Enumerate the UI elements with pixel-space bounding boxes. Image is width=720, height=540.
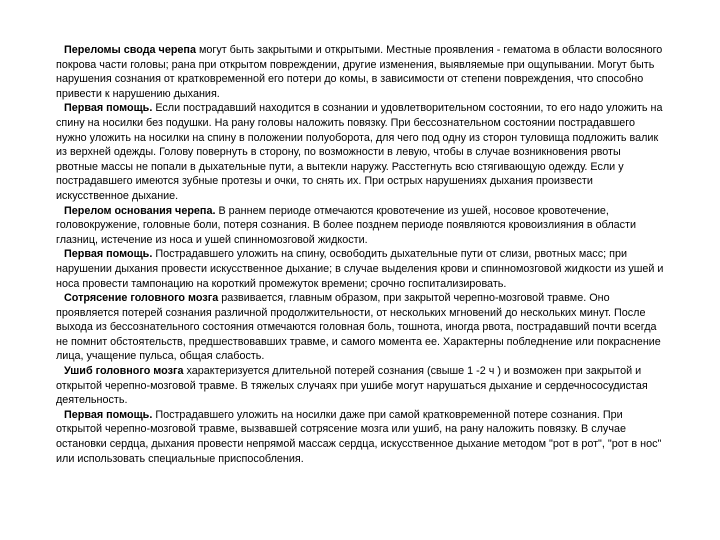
paragraph-first-aid-skull-vault xyxy=(56,101,664,203)
paragraph-heading: Перелом основания черепа. xyxy=(64,204,216,217)
paragraph-heading: Первая помощь. xyxy=(64,102,153,115)
paragraph-text: Если пострадавший находится в сознании и удовлетворительном состоянии, то его надо уложить на спину на носилки без подушки. На рану головы наложить повязку. При бессознательном состоянии пострадавшего нужно уложить на носилки на спину в положении полуоборота, для чего под одну из сторон туловища подложить валик из верхней одежды. Голову повернуть в сторону, по возможности в левую, чтобы в случае возникновения рвоты рвотные массы не попали в дыхательные пути, а вытекли наружу. Расстегнуть всю стягивающую одежду. Если у пострадавшего имеются зубные протезы и очки, то снять их. При острых нарушениях дыхания произвести искусственное дыхание. xyxy=(56,102,663,202)
paragraph-skull-base-fracture xyxy=(56,204,664,248)
paragraph-skull-vault-fractures xyxy=(56,43,664,101)
paragraph-heading: Переломы свода черепа xyxy=(64,44,196,56)
paragraph-heading: Первая помощь. xyxy=(64,408,153,421)
paragraph-concussion xyxy=(56,291,664,364)
paragraph-brain-contusion xyxy=(56,364,664,408)
paragraph-text: В раннем периоде отмечаются кровотечение из ушей, носовое кровотечение, головокружение, головные боли, потеря сознания. В более позднем периоде появляются кровоизлияния в области глазниц, истечение из носа и ушей спинномозговой жидкости. xyxy=(56,204,636,246)
paragraph-heading: Первая помощь. xyxy=(64,248,153,261)
paragraph-text: Пострадавшего уложить на носилки даже при самой кратковременной потере сознания. При открытой черепно-мозговой травме, вызвавшей сотрясение мозга или ушиб, на рану наложить повязку. В случае остановки сердца, дыхания провести непрямой массаж сердца, искусственное дыхание методом "рот в рот", "рот в нос" или использовать специальные приспособления. xyxy=(56,408,662,465)
paragraph-text: характеризуется длительной потерей сознания (свыше 1 -2 ч ) и возможен при закрытой и открытой черепно-мозговой травме. В тяжелых случаях при ушибе могут нарушаться дыхание и сердечнососудистая деятельность. xyxy=(56,365,648,407)
paragraph-heading: Сотрясение головного мозга xyxy=(64,292,219,305)
paragraph-first-aid-skull-base xyxy=(56,247,664,291)
paragraph-text: могут быть закрытыми и открытыми. Местные проявления - гематома в области волосяного покрова части головы; рана при открытом повреждении, другие изменения, выявляемые при ощупывании. Могут быть нарушения сознания от кратковременной его потери до комы, в зависимости от степени повреждения, что способно привести к нарушению дыхания. xyxy=(56,44,663,100)
document-body xyxy=(56,43,664,466)
paragraph-heading: Ушиб головного мозга xyxy=(64,365,184,378)
paragraph-text: Пострадавшего уложить на спину, освободить дыхательные пути от слизи, рвотных масс; при нарушении дыхания провести искусственное дыхание; в случае выделения крови и спинномозговой жидкости из ушей и носа провести тампонацию на короткий промежуток времени; срочно госпитализировать. xyxy=(56,248,664,290)
paragraph-first-aid-brain-injury xyxy=(56,408,664,466)
paragraph-text: развивается, главным образом, при закрытой черепно-мозговой травме. Оно проявляется потерей сознания различной продолжительности, от нескольких мгновений до нескольких минут. После выхода из бессознательного состояния отмечаются головная боль, тошнота, иногда рвота, пострадавший почти всегда не помнит обстоятельств, предшествовавших травме, и самого момента ее. Характерны побледнение или покраснение лица, учащение пульса, общая слабость. xyxy=(56,292,661,363)
